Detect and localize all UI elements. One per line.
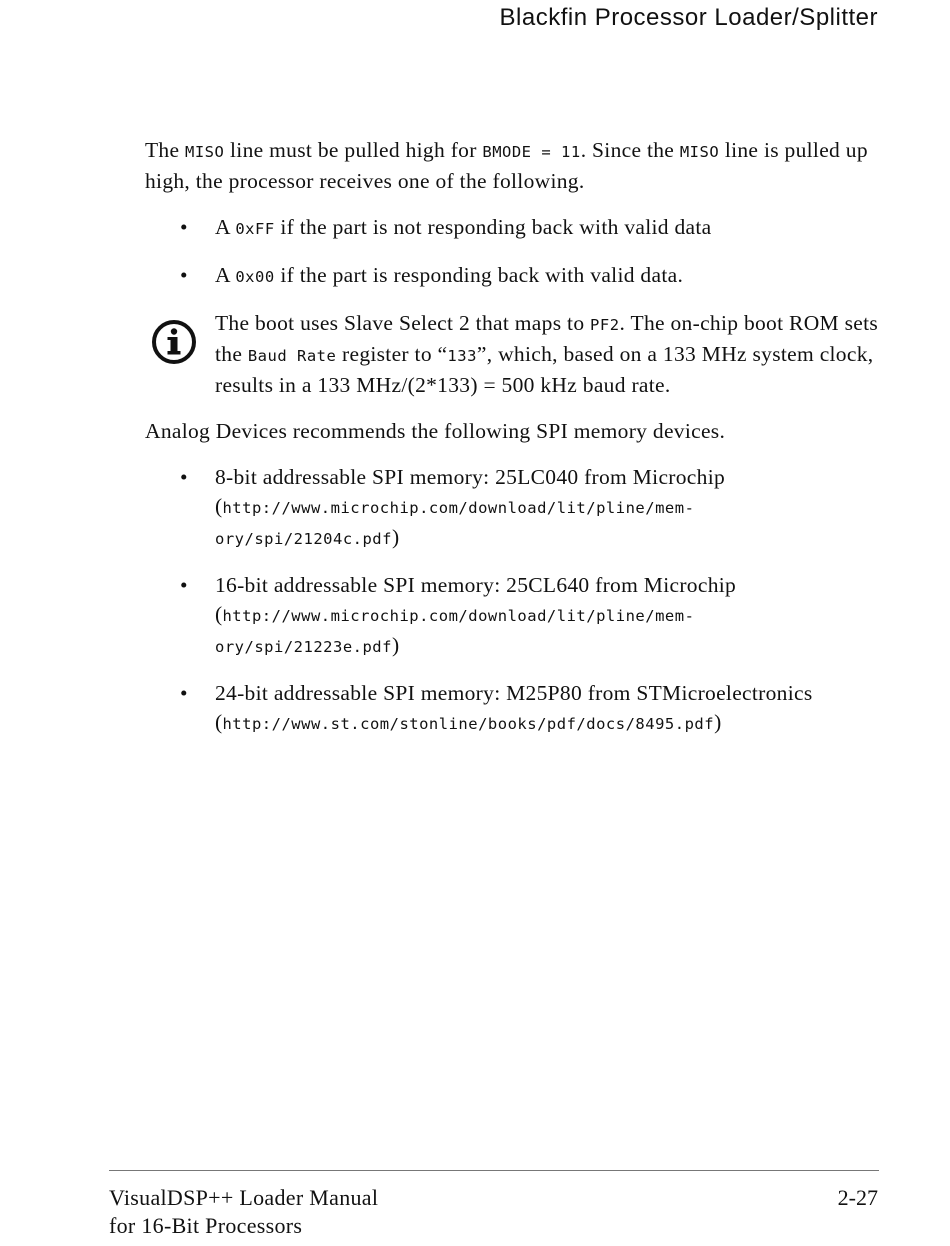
bullet-icon: • bbox=[180, 263, 188, 287]
bmode-code: BMODE = 11 bbox=[482, 143, 581, 161]
note-text-3: register to “ bbox=[336, 342, 448, 366]
response-list bbox=[145, 213, 885, 292]
page-content bbox=[145, 136, 885, 756]
miso-code-2: MISO bbox=[679, 143, 720, 161]
value-code: 133 bbox=[447, 347, 477, 365]
list-item bbox=[145, 213, 885, 244]
device-description: 8-bit addressable SPI memory: 25LC040 from Microchip bbox=[215, 465, 726, 489]
device-url[interactable]: http://www.st.com/stonline/books/pdf/docs/8495.pdf bbox=[222, 715, 715, 733]
item-text: if the part is not responding back with valid data bbox=[274, 215, 712, 239]
baud-rate-code: Baud Rate bbox=[247, 347, 337, 365]
note-text-2: . The on-chip boot ROM sets the bbox=[215, 311, 879, 366]
bullet-icon: • bbox=[180, 215, 188, 239]
footer-title bbox=[109, 1184, 378, 1240]
list-item bbox=[145, 261, 885, 292]
url-close-paren: ) bbox=[714, 710, 722, 734]
bullet-icon: • bbox=[180, 465, 188, 489]
device-url-part2[interactable]: ory/spi/21223e.pdf bbox=[215, 638, 392, 656]
hex-code: 0x00 bbox=[235, 268, 275, 286]
device-url-part1[interactable]: http://www.microchip.com/download/lit/pline/mem- bbox=[222, 607, 695, 625]
running-header: Blackfin Processor Loader/Splitter bbox=[499, 4, 878, 31]
item-text: A bbox=[215, 215, 236, 239]
bullet-icon: • bbox=[180, 573, 188, 597]
list-item bbox=[145, 463, 885, 554]
recommend-paragraph: Analog Devices recommends the following SPI memory devices. bbox=[145, 419, 726, 443]
pf2-code: PF2 bbox=[590, 316, 620, 334]
info-icon bbox=[151, 319, 197, 365]
footer-manual-title: VisualDSP++ Loader Manual bbox=[109, 1185, 379, 1210]
url-close-paren: ) bbox=[391, 633, 400, 657]
item-text: A bbox=[215, 263, 236, 287]
intro-text-2: line must be pulled high for bbox=[224, 138, 483, 162]
note-text-4: ”, which, based on a 133 MHz system clock, results in a 133 MHz/(2*133) = 500 kHz baud rate. bbox=[215, 342, 874, 397]
url-close-paren: ) bbox=[391, 525, 400, 549]
footer-manual-subtitle: for 16-Bit Processors bbox=[109, 1213, 303, 1238]
miso-code: MISO bbox=[185, 143, 225, 161]
url-open-paren: ( bbox=[215, 710, 223, 734]
list-item bbox=[145, 679, 885, 739]
page-number: 2-27 bbox=[837, 1185, 878, 1210]
url-open-paren: ( bbox=[215, 602, 223, 626]
note-text-1: The boot uses Slave Select 2 that maps to bbox=[215, 311, 591, 335]
device-url-part2[interactable]: ory/spi/21204c.pdf bbox=[215, 530, 392, 548]
device-list bbox=[145, 463, 885, 739]
info-note bbox=[145, 309, 885, 400]
intro-text-3: . Since the bbox=[580, 138, 680, 162]
footer-divider bbox=[109, 1170, 879, 1171]
intro-paragraph bbox=[145, 136, 885, 196]
intro-text-1: The bbox=[145, 138, 186, 162]
item-text: if the part is responding back with valid data. bbox=[274, 263, 684, 287]
device-url-part1[interactable]: http://www.microchip.com/download/lit/pline/mem- bbox=[222, 499, 695, 517]
hex-code: 0xFF bbox=[235, 220, 275, 238]
intro-text-4: line is pulled up high, the processor receives one of the following. bbox=[145, 138, 868, 193]
device-description: 24-bit addressable SPI memory: M25P80 from STMicroelectronics bbox=[215, 681, 813, 705]
device-description: 16-bit addressable SPI memory: 25CL640 from Microchip bbox=[215, 573, 737, 597]
bullet-icon: • bbox=[180, 681, 188, 705]
url-open-paren: ( bbox=[215, 494, 223, 518]
list-item bbox=[145, 571, 885, 662]
